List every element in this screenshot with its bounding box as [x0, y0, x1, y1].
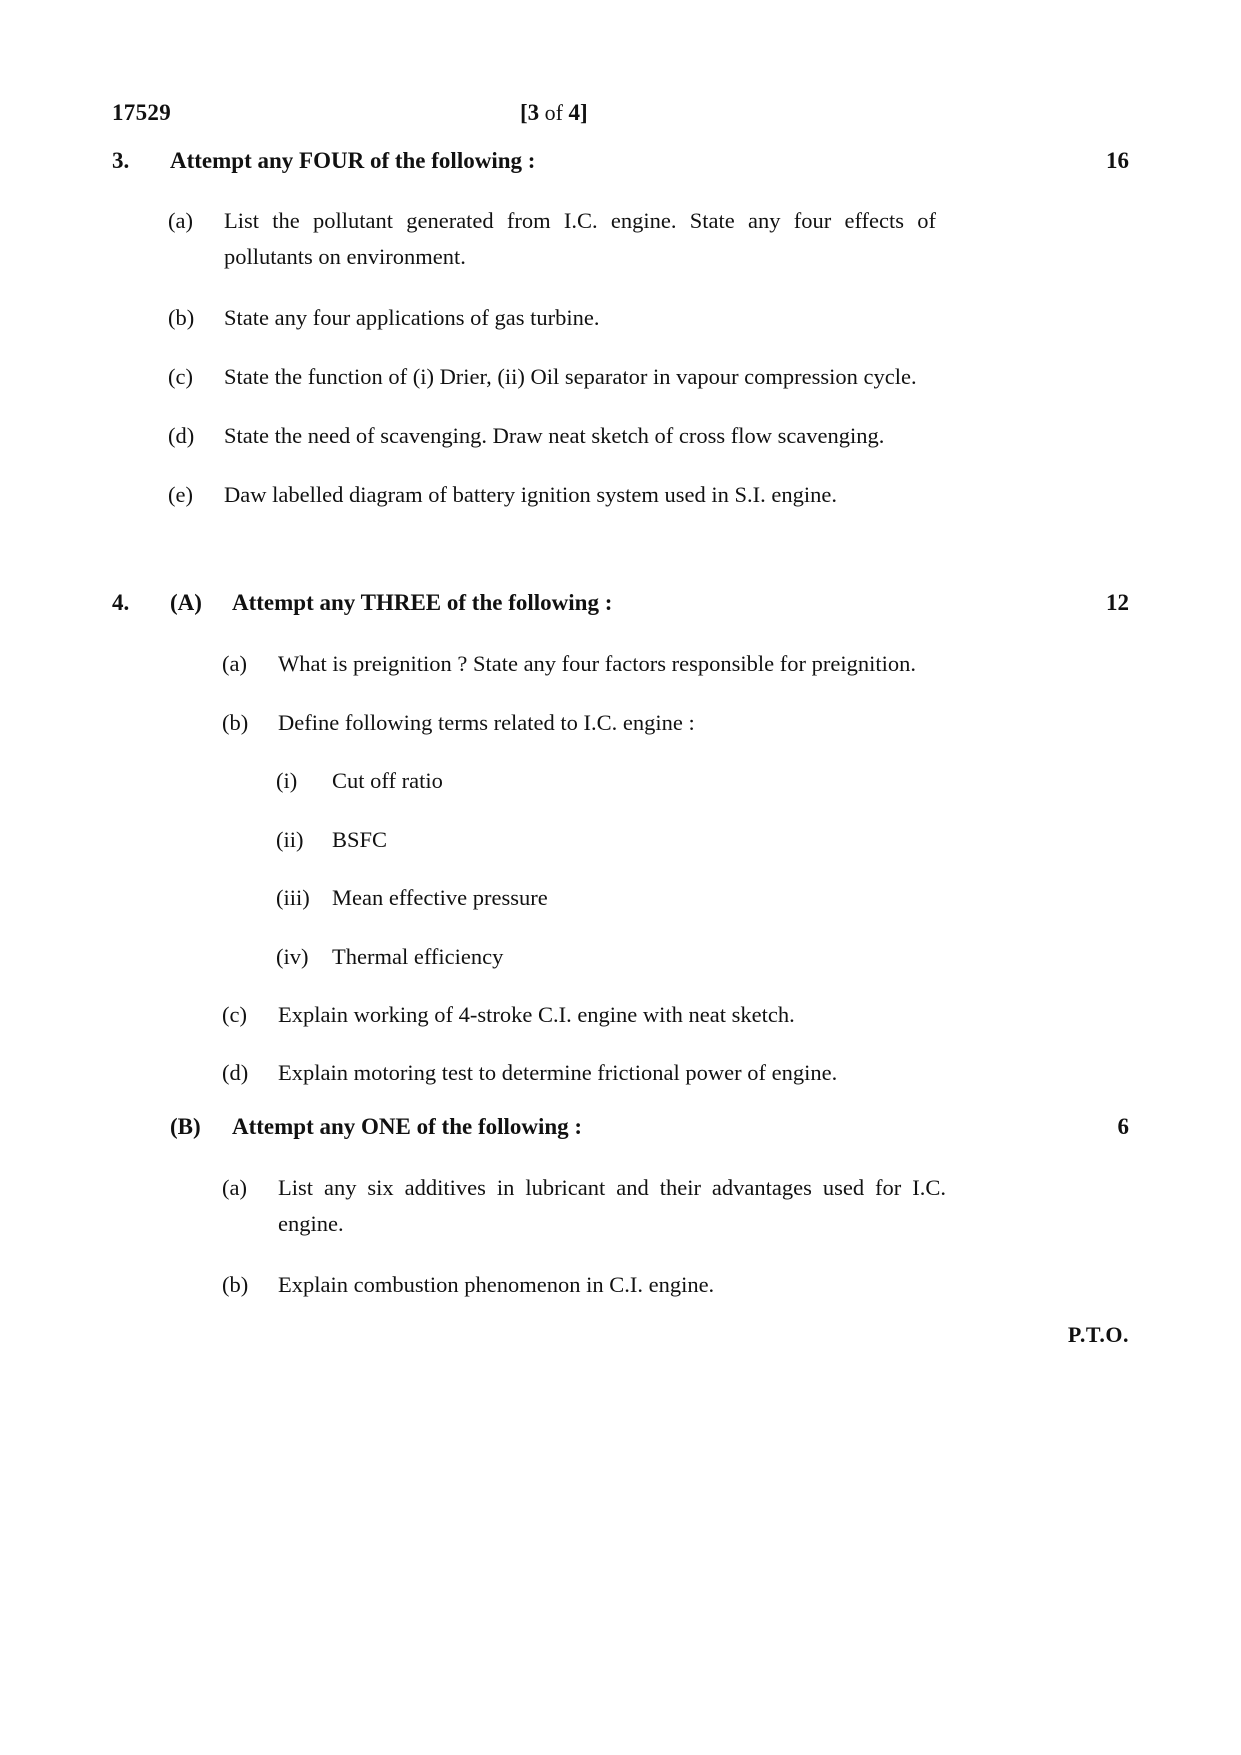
- question-4-section-a-heading-row: [112, 590, 1129, 616]
- question-4-section-a-heading: Attempt any THREE of the following :: [232, 590, 613, 615]
- pto-footer: P.T.O.: [1067, 1322, 1129, 1347]
- question-3-heading: Attempt any FOUR of the following :: [170, 148, 536, 173]
- item-label: (d): [168, 423, 195, 448]
- roman-text: Mean effective pressure: [332, 885, 548, 910]
- question-3-item-e: [168, 477, 968, 513]
- item-label: (c): [222, 1002, 247, 1027]
- question-4a-item-b-sub-ii: [276, 822, 976, 858]
- roman-text: Cut off ratio: [332, 768, 443, 793]
- item-text: Explain motoring test to determine frictional power of engine.: [278, 1060, 838, 1085]
- question-3-item-b: [168, 300, 946, 336]
- item-label: (e): [168, 482, 193, 507]
- question-4-section-b-marks: 6: [1117, 1114, 1129, 1139]
- item-label: (a): [222, 1175, 247, 1200]
- question-4b-item-b: [222, 1267, 982, 1303]
- item-text: Daw labelled diagram of battery ignition system used in S.I. engine.: [224, 482, 837, 507]
- question-4-section-a-marks: 12: [1106, 590, 1129, 615]
- page-header: [112, 100, 1129, 134]
- question-4-section-a-label: (A): [170, 590, 202, 615]
- item-text: State the need of scavenging. Draw neat sketch of cross flow scavenging.: [224, 423, 885, 448]
- item-label: (c): [168, 364, 193, 389]
- item-text: List any six additives in lubricant and their advantages used for I.C. engine.: [278, 1175, 946, 1237]
- item-text: State any four applications of gas turbine.: [224, 305, 600, 330]
- roman-label: (i): [276, 768, 298, 793]
- question-4-section-b-heading: Attempt any ONE of the following :: [232, 1114, 583, 1139]
- roman-text: Thermal efficiency: [332, 944, 504, 969]
- item-text: List the pollutant generated from I.C. engine. State any four effects of pollutants on environment.: [224, 208, 936, 270]
- item-label: (b): [222, 1272, 249, 1297]
- roman-text: BSFC: [332, 827, 388, 852]
- item-label: (a): [168, 208, 193, 233]
- question-4a-item-d: [222, 1055, 982, 1091]
- question-4a-item-b-sub-iv: [276, 939, 976, 975]
- question-3-item-a: [168, 203, 946, 276]
- page-indicator-close: 4]: [568, 100, 588, 125]
- question-4-number: 4.: [112, 590, 130, 615]
- question-3-number: 3.: [112, 148, 130, 173]
- question-4a-item-b: [222, 705, 982, 741]
- item-text: Define following terms related to I.C. engine :: [278, 710, 695, 735]
- item-text: State the function of (i) Drier, (ii) Oil separator in vapour compression cycle.: [224, 364, 917, 389]
- paper-code: 17529: [112, 100, 171, 125]
- question-3-item-d: [168, 418, 968, 454]
- question-4a-item-c: [222, 997, 982, 1033]
- item-label: (a): [222, 651, 247, 676]
- roman-label: (iv): [276, 944, 309, 969]
- question-4a-item-a: [222, 646, 982, 682]
- question-3-marks: 16: [1106, 148, 1129, 173]
- question-4-section-b-heading-row: [170, 1114, 1129, 1140]
- page-indicator-of: of: [539, 100, 569, 125]
- page-indicator: [520, 100, 588, 126]
- page-indicator-open: [3: [520, 100, 540, 125]
- roman-label: (iii): [276, 885, 310, 910]
- item-text: Explain combustion phenomenon in C.I. engine.: [278, 1272, 715, 1297]
- item-label: (b): [222, 710, 249, 735]
- question-3-heading-row: [112, 148, 1129, 174]
- question-4a-item-b-sub-i: [276, 763, 976, 799]
- question-4a-item-b-sub-iii: [276, 880, 976, 916]
- question-3-item-c: [168, 359, 968, 395]
- question-4-section-b-label: (B): [170, 1114, 201, 1139]
- item-label: (b): [168, 305, 195, 330]
- item-label: (d): [222, 1060, 249, 1085]
- question-4b-item-a: [222, 1170, 946, 1243]
- roman-label: (ii): [276, 827, 304, 852]
- item-text: What is preignition ? State any four factors responsible for preignition.: [278, 651, 916, 676]
- item-text: Explain working of 4-stroke C.I. engine with neat sketch.: [278, 1002, 795, 1027]
